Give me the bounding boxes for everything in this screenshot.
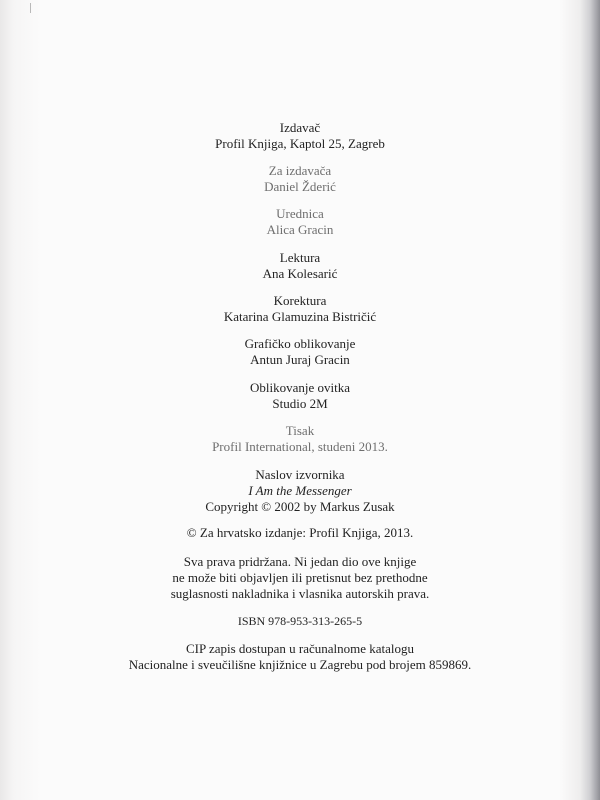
correction-section <box>0 293 600 325</box>
rights-section <box>0 554 600 602</box>
isbn-section <box>0 613 600 629</box>
copyright-croatian: © Za hrvatsko izdanje: Profil Knjiga, 2013. <box>186 525 414 540</box>
cover-design-label: Oblikovanje ovitka <box>249 380 350 395</box>
editor-label: Urednica <box>276 206 324 221</box>
copyright-croatian-section <box>0 525 600 541</box>
original-title-label: Naslov izvornika <box>255 467 345 482</box>
rights-line-2: ne može biti objavljen ili pretisnut bez prethodne <box>172 570 428 585</box>
for-publisher-section <box>0 163 600 195</box>
publisher-label: Izdavač <box>279 120 321 135</box>
editor-section <box>0 206 600 238</box>
original-title-value: I Am the Messenger <box>248 483 352 498</box>
correction-value: Katarina Glamuzina Bistričić <box>223 309 377 324</box>
cip-line-1: CIP zapis dostupan u računalnome katalogu <box>185 641 415 656</box>
cip-section <box>0 641 600 673</box>
isbn: ISBN 978-953-313-265-5 <box>237 614 363 628</box>
graphic-design-section <box>0 336 600 368</box>
cip-line-2: Nacionalne i sveučilišne knjižnice u Zagrebu pod brojem 859869. <box>128 657 472 672</box>
copyright-original: Copyright © 2002 by Markus Zusak <box>205 499 395 514</box>
publisher-section <box>0 120 600 152</box>
rights-line-1: Sva prava pridržana. Ni jedan dio ove knjige <box>183 554 417 569</box>
page-corner-mark <box>30 3 31 13</box>
graphic-design-value: Antun Juraj Gracin <box>250 352 350 367</box>
original-title-section <box>0 467 600 515</box>
proofreading-section <box>0 250 600 282</box>
printing-section <box>0 423 600 455</box>
cover-design-value: Studio 2M <box>272 396 328 411</box>
for-publisher-label: Za izdavača <box>268 163 332 178</box>
editor-value: Alica Gracin <box>266 222 334 237</box>
proofreading-value: Ana Kolesarić <box>262 266 338 281</box>
correction-label: Korektura <box>273 293 327 308</box>
publisher-value: Profil Knjiga, Kaptol 25, Zagreb <box>215 136 385 151</box>
for-publisher-value: Daniel Žderić <box>264 179 336 194</box>
printing-label: Tisak <box>285 423 315 438</box>
proofreading-label: Lektura <box>279 250 321 265</box>
cover-design-section <box>0 380 600 412</box>
printing-value: Profil International, studeni 2013. <box>212 439 388 454</box>
rights-line-3: suglasnosti nakladnika i vlasnika autorskih prava. <box>170 586 430 601</box>
graphic-design-label: Grafičko oblikovanje <box>244 336 356 351</box>
